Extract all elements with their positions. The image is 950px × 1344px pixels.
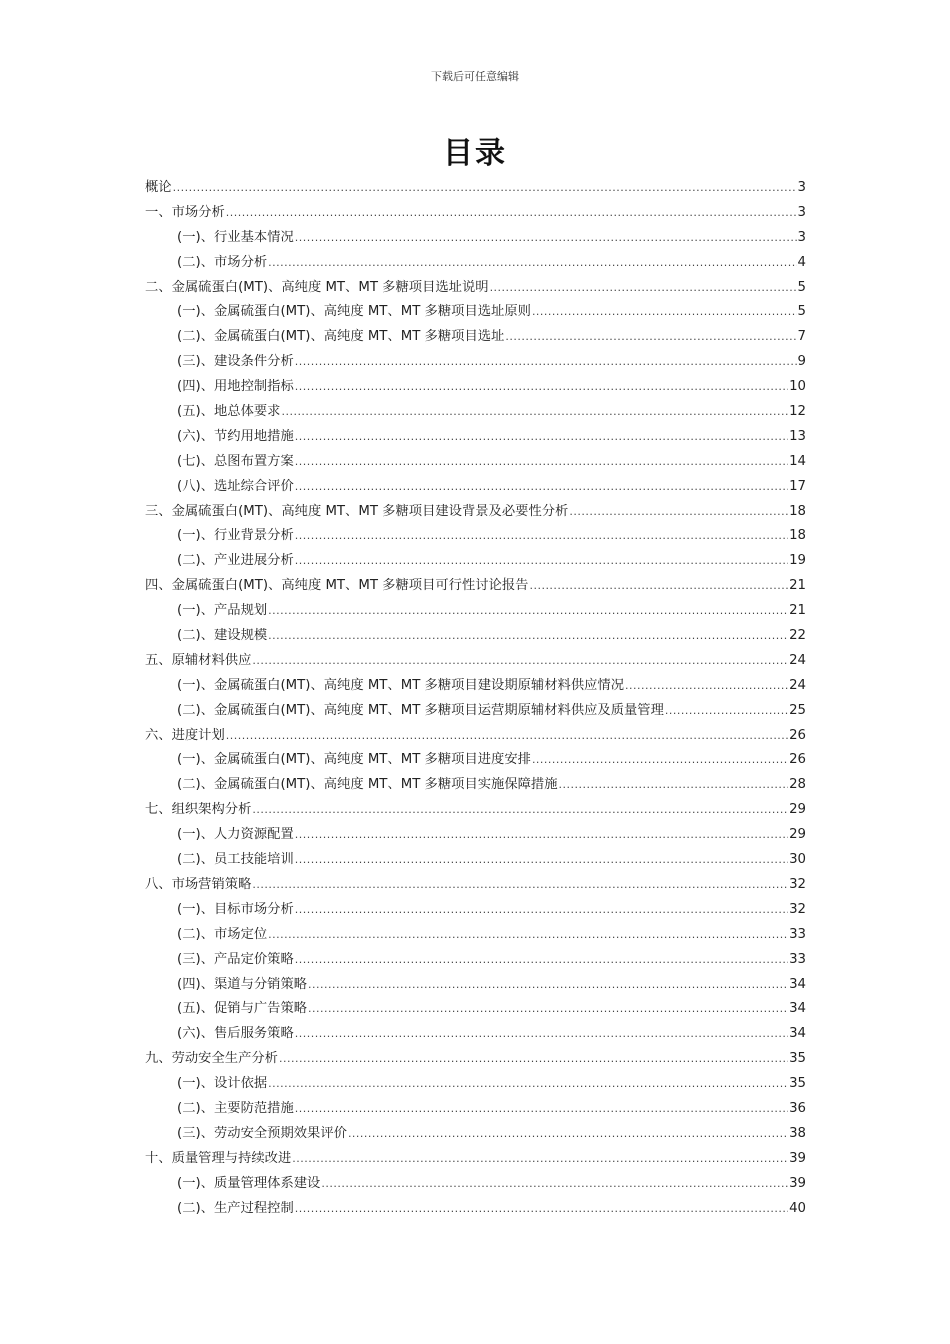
toc-entry-page: 5 bbox=[797, 279, 806, 295]
toc-entry[interactable] bbox=[145, 201, 806, 226]
toc-entry-label: (二)、主要防范措施 bbox=[177, 1100, 294, 1116]
toc-dot-leader bbox=[252, 798, 788, 823]
toc-dot-leader bbox=[532, 748, 788, 773]
toc-entry-page: 21 bbox=[789, 578, 806, 594]
toc-entry-page: 32 bbox=[789, 901, 806, 917]
toc-dot-leader bbox=[268, 599, 788, 624]
toc-dot-leader bbox=[268, 1072, 788, 1097]
toc-dot-leader bbox=[295, 898, 788, 923]
toc-entry[interactable] bbox=[145, 923, 806, 948]
toc-entry[interactable] bbox=[145, 425, 806, 450]
toc-dot-leader bbox=[295, 1022, 788, 1047]
toc-entry[interactable] bbox=[145, 276, 806, 301]
toc-dot-leader bbox=[279, 1047, 788, 1072]
page-title: 目录 bbox=[443, 136, 507, 171]
toc-dot-leader bbox=[252, 649, 788, 674]
toc-entry-label: 二、金属硫蛋白(MT)、高纯度 MT、MT 多糖项目选址说明 bbox=[145, 279, 489, 295]
toc-entry-label: (二)、员工技能培训 bbox=[177, 852, 294, 868]
toc-entry-label: (一)、金属硫蛋白(MT)、高纯度 MT、MT 多糖项目选址原则 bbox=[177, 304, 531, 320]
toc-entry[interactable] bbox=[145, 997, 806, 1022]
toc-entry-page: 13 bbox=[789, 428, 806, 444]
toc-entry[interactable] bbox=[145, 574, 806, 599]
toc-entry-page: 24 bbox=[789, 677, 806, 693]
toc-entry-label: (六)、售后服务策略 bbox=[177, 1026, 294, 1042]
toc-entry[interactable] bbox=[145, 649, 806, 674]
toc-entry-label: (二)、市场分析 bbox=[177, 254, 268, 270]
toc-entry[interactable] bbox=[145, 350, 806, 375]
toc-dot-leader bbox=[295, 425, 788, 450]
toc-entry-label: (三)、劳动安全预期效果评价 bbox=[177, 1125, 347, 1141]
toc-entry[interactable] bbox=[145, 973, 806, 998]
toc-entry-label: 五、原辅材料供应 bbox=[145, 652, 252, 668]
toc-entry-page: 39 bbox=[789, 1150, 806, 1166]
toc-dot-leader bbox=[281, 400, 788, 425]
toc-entry[interactable] bbox=[145, 251, 806, 276]
toc-entry-page: 29 bbox=[789, 827, 806, 843]
toc-entry-page: 33 bbox=[789, 926, 806, 942]
toc-dot-leader bbox=[625, 674, 788, 699]
toc-entry-page: 18 bbox=[789, 503, 806, 519]
toc-entry-label: (二)、金属硫蛋白(MT)、高纯度 MT、MT 多糖项目选址 bbox=[177, 329, 505, 345]
toc-entry-page: 35 bbox=[789, 1076, 806, 1092]
toc-entry[interactable] bbox=[145, 500, 806, 525]
toc-entry-page: 30 bbox=[789, 852, 806, 868]
toc-dot-leader bbox=[295, 948, 788, 973]
toc-dot-leader bbox=[295, 524, 788, 549]
toc-entry-label: 八、市场营销策略 bbox=[145, 876, 252, 892]
toc-entry-label: (二)、产业进展分析 bbox=[177, 553, 294, 569]
toc-entry-page: 34 bbox=[789, 976, 806, 992]
toc-entry-page: 28 bbox=[789, 777, 806, 793]
toc-entry-label: (八)、选址综合评价 bbox=[177, 478, 294, 494]
toc-entry-label: (七)、总图布置方案 bbox=[177, 453, 294, 469]
toc-entry-label: (三)、建设条件分析 bbox=[177, 354, 294, 370]
toc-entry-page: 34 bbox=[789, 1026, 806, 1042]
toc-entry[interactable] bbox=[145, 1172, 806, 1197]
toc-entry-page: 12 bbox=[789, 404, 806, 420]
toc-entry-label: 十、质量管理与持续改进 bbox=[145, 1150, 292, 1166]
toc-entry-label: 四、金属硫蛋白(MT)、高纯度 MT、MT 多糖项目可行性讨论报告 bbox=[145, 578, 529, 594]
toc-entry-label: (四)、渠道与分销策略 bbox=[177, 976, 308, 992]
toc-entry[interactable] bbox=[145, 1197, 806, 1222]
toc-entry[interactable] bbox=[145, 699, 806, 724]
toc-entry-label: (五)、地总体要求 bbox=[177, 404, 281, 420]
toc-entry-page: 24 bbox=[789, 652, 806, 668]
toc-entry-label: (四)、用地控制指标 bbox=[177, 379, 294, 395]
toc-entry[interactable] bbox=[145, 724, 806, 749]
toc-entry-page: 36 bbox=[789, 1100, 806, 1116]
toc-entry-page: 7 bbox=[797, 329, 806, 345]
toc-dot-leader bbox=[295, 1197, 788, 1222]
toc-entry[interactable] bbox=[145, 773, 806, 798]
toc-entry-label: 概论 bbox=[145, 180, 172, 195]
toc-entry-label: (一)、人力资源配置 bbox=[177, 827, 294, 843]
toc-entry-label: (五)、促销与广告策略 bbox=[177, 1001, 308, 1017]
toc-entry[interactable] bbox=[145, 1022, 806, 1047]
toc-entry-label: (一)、行业背景分析 bbox=[177, 528, 294, 544]
toc-entry-page: 4 bbox=[797, 254, 806, 270]
toc-entry-label: (一)、金属硫蛋白(MT)、高纯度 MT、MT 多糖项目建设期原辅材料供应情况 bbox=[177, 677, 625, 693]
toc-entry-page: 35 bbox=[789, 1051, 806, 1067]
toc-dot-leader bbox=[268, 923, 788, 948]
toc-entry-page: 21 bbox=[789, 603, 806, 619]
toc-entry-page: 34 bbox=[789, 1001, 806, 1017]
toc-entry-label: (一)、目标市场分析 bbox=[177, 901, 294, 917]
toc-dot-leader bbox=[308, 997, 788, 1022]
toc-entry[interactable] bbox=[145, 1147, 806, 1172]
toc-entry[interactable] bbox=[145, 300, 806, 325]
toc-dot-leader bbox=[529, 574, 788, 599]
toc-dot-leader bbox=[226, 201, 797, 226]
toc-entry-label: 一、市场分析 bbox=[145, 204, 225, 220]
toc-entry[interactable] bbox=[145, 848, 806, 873]
toc-entry-page: 29 bbox=[789, 802, 806, 818]
toc-entry-label: (一)、产品规划 bbox=[177, 603, 268, 619]
toc-entry[interactable] bbox=[145, 898, 806, 923]
toc-entry[interactable] bbox=[145, 748, 806, 773]
toc-dot-leader bbox=[295, 350, 797, 375]
toc-entry[interactable] bbox=[145, 948, 806, 973]
toc-entry-label: (二)、建设规模 bbox=[177, 628, 268, 644]
toc-entry-label: (二)、市场定位 bbox=[177, 926, 268, 942]
toc-dot-leader bbox=[348, 1122, 788, 1147]
toc-entry-page: 40 bbox=[789, 1200, 806, 1216]
toc-entry-label: (二)、金属硫蛋白(MT)、高纯度 MT、MT 多糖项目实施保障措施 bbox=[177, 777, 558, 793]
toc-dot-leader bbox=[569, 500, 788, 525]
toc-entry[interactable] bbox=[145, 524, 806, 549]
table-of-contents bbox=[145, 176, 806, 1221]
header-note: 下载后可任意编辑 bbox=[431, 70, 519, 83]
toc-entry[interactable] bbox=[145, 475, 806, 500]
toc-dot-leader bbox=[226, 724, 788, 749]
toc-entry[interactable] bbox=[145, 1047, 806, 1072]
toc-dot-leader bbox=[268, 624, 788, 649]
toc-dot-leader bbox=[321, 1172, 788, 1197]
toc-entry[interactable] bbox=[145, 400, 806, 425]
toc-entry-page: 38 bbox=[789, 1125, 806, 1141]
toc-entry-label: (一)、金属硫蛋白(MT)、高纯度 MT、MT 多糖项目进度安排 bbox=[177, 752, 531, 768]
toc-entry[interactable] bbox=[145, 1122, 806, 1147]
toc-entry[interactable] bbox=[145, 375, 806, 400]
toc-dot-leader bbox=[295, 1097, 788, 1122]
toc-entry-label: (三)、产品定价策略 bbox=[177, 951, 294, 967]
toc-entry[interactable] bbox=[145, 450, 806, 475]
toc-entry-page: 26 bbox=[789, 752, 806, 768]
toc-entry-label: 三、金属硫蛋白(MT)、高纯度 MT、MT 多糖项目建设背景及必要性分析 bbox=[145, 503, 569, 519]
toc-entry[interactable] bbox=[145, 823, 806, 848]
toc-dot-leader bbox=[505, 325, 796, 350]
toc-entry-page: 17 bbox=[789, 478, 806, 494]
toc-entry[interactable] bbox=[145, 1072, 806, 1097]
toc-entry[interactable] bbox=[145, 873, 806, 898]
toc-entry-label: (一)、质量管理体系建设 bbox=[177, 1175, 321, 1191]
toc-entry[interactable] bbox=[145, 599, 806, 624]
toc-entry-label: 六、进度计划 bbox=[145, 727, 225, 743]
toc-entry[interactable] bbox=[145, 549, 806, 574]
toc-entry-page: 18 bbox=[789, 528, 806, 544]
toc-dot-leader bbox=[490, 276, 797, 301]
toc-dot-leader bbox=[295, 823, 788, 848]
toc-dot-leader bbox=[252, 873, 788, 898]
toc-dot-leader bbox=[295, 848, 788, 873]
toc-dot-leader bbox=[295, 475, 788, 500]
toc-entry-page: 25 bbox=[789, 702, 806, 718]
toc-entry[interactable] bbox=[145, 624, 806, 649]
toc-entry-page: 26 bbox=[789, 727, 806, 743]
toc-entry-page: 33 bbox=[789, 951, 806, 967]
toc-dot-leader bbox=[292, 1147, 788, 1172]
toc-dot-leader bbox=[295, 226, 797, 251]
toc-entry-page: 9 bbox=[797, 354, 806, 370]
toc-entry-label: (二)、生产过程控制 bbox=[177, 1200, 294, 1216]
toc-entry-page: 22 bbox=[789, 628, 806, 644]
toc-dot-leader bbox=[295, 549, 788, 574]
toc-entry-page: 3 bbox=[797, 204, 806, 220]
toc-entry-label: (二)、金属硫蛋白(MT)、高纯度 MT、MT 多糖项目运营期原辅材料供应及质量管理 bbox=[177, 702, 664, 718]
toc-entry[interactable] bbox=[145, 325, 806, 350]
toc-entry[interactable] bbox=[145, 1097, 806, 1122]
toc-entry-page: 14 bbox=[789, 453, 806, 469]
toc-entry-label: 九、劳动安全生产分析 bbox=[145, 1051, 278, 1067]
toc-entry-label: 七、组织架构分析 bbox=[145, 802, 252, 818]
toc-entry[interactable] bbox=[145, 176, 806, 201]
toc-entry-label: (六)、节约用地措施 bbox=[177, 428, 294, 444]
toc-dot-leader bbox=[532, 300, 797, 325]
toc-entry-page: 19 bbox=[789, 553, 806, 569]
toc-entry-page: 3 bbox=[797, 229, 806, 245]
toc-dot-leader bbox=[295, 450, 788, 475]
toc-entry-page: 32 bbox=[789, 876, 806, 892]
toc-dot-leader bbox=[268, 251, 796, 276]
toc-entry-page: 39 bbox=[789, 1175, 806, 1191]
toc-entry[interactable] bbox=[145, 798, 806, 823]
toc-entry-label: (一)、设计依据 bbox=[177, 1076, 268, 1092]
toc-entry-label: (一)、行业基本情况 bbox=[177, 229, 294, 245]
toc-dot-leader bbox=[559, 773, 789, 798]
toc-dot-leader bbox=[308, 973, 788, 998]
toc-entry[interactable] bbox=[145, 226, 806, 251]
toc-entry-page: 10 bbox=[789, 379, 806, 395]
toc-dot-leader bbox=[173, 176, 797, 201]
toc-dot-leader bbox=[665, 699, 788, 724]
toc-dot-leader bbox=[295, 375, 788, 400]
toc-entry-page: 5 bbox=[797, 304, 806, 320]
toc-entry-page: 3 bbox=[797, 180, 806, 195]
toc-entry[interactable] bbox=[145, 674, 806, 699]
